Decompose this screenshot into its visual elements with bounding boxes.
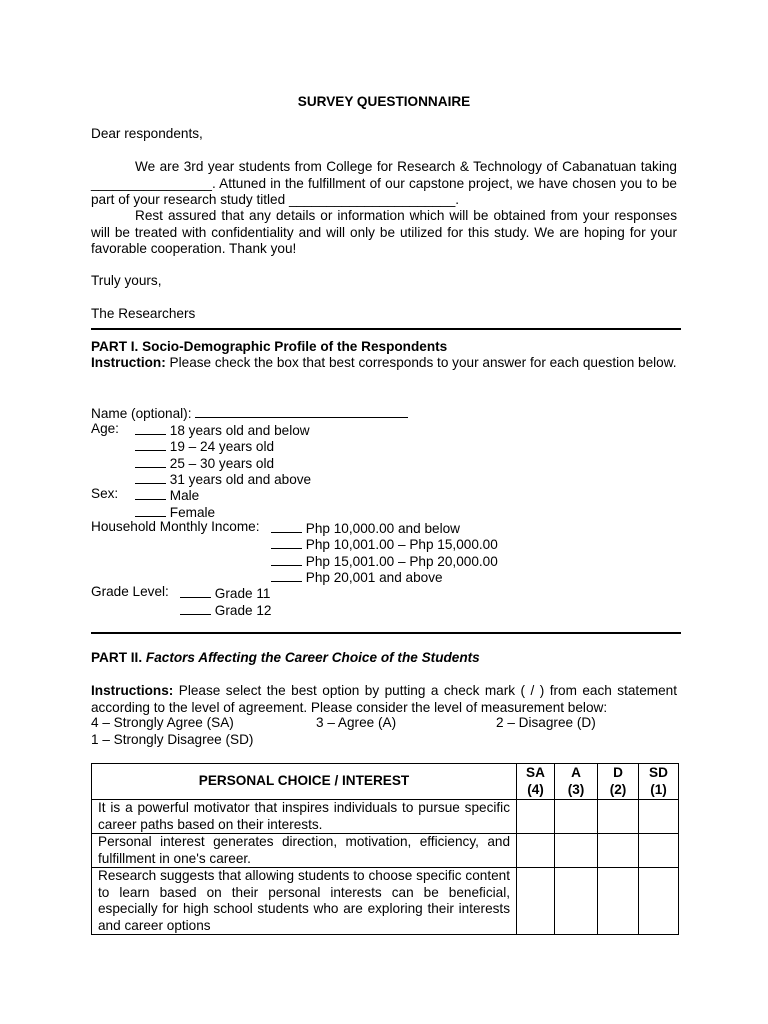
- intro-paragraph: [91, 159, 677, 209]
- part2-instructions-label: Instructions:: [91, 683, 174, 698]
- rating-cell-sa[interactable]: [517, 800, 555, 834]
- grade-option: [180, 584, 270, 603]
- scale-strongly-disagree: 1 – Strongly Disagree (SD): [91, 732, 254, 747]
- income-option: [271, 568, 443, 587]
- statement-cell: Personal interest generates direction, motivation, efficiency, and fulfillment in one's career.: [92, 834, 517, 868]
- column-value: (2): [609, 781, 627, 797]
- income-option-label: Php 10,000.00 and below: [305, 521, 460, 536]
- age-blank[interactable]: [135, 437, 166, 451]
- income-option-label: Php 10,001.00 – Php 15,000.00: [305, 537, 498, 552]
- statement-cell: It is a powerful motivator that inspires individuals to pursue specific career paths based on their interests.: [92, 800, 517, 834]
- column-header-d: [598, 764, 639, 800]
- age-blank[interactable]: [135, 454, 166, 468]
- age-option-label: 19 – 24 years old: [169, 439, 275, 454]
- part1-instruction-label: Instruction:: [91, 355, 166, 370]
- rating-cell-sd[interactable]: [639, 800, 679, 834]
- rating-cell-a[interactable]: [555, 800, 598, 834]
- table-header-title: PERSONAL CHOICE / INTEREST: [92, 764, 517, 800]
- income-option-label: Php 15,001.00 – Php 20,000.00: [305, 554, 498, 569]
- column-header-sa: [517, 764, 555, 800]
- part2-instructions-text: Please select the best option by putting a check mark ( / ) from each statement according to the level of agreement. Please consider the level of measurement below:: [91, 683, 677, 715]
- column-value: (3): [567, 781, 585, 797]
- closing: Truly yours,: [91, 273, 162, 288]
- income-label: Household Monthly Income:: [91, 519, 260, 534]
- part2-heading-title: Factors Affecting the Career Choice of the Students: [145, 650, 480, 665]
- grade-blank[interactable]: [180, 584, 211, 598]
- rating-cell-a[interactable]: [555, 868, 598, 935]
- part1-heading: PART I. Socio-Demographic Profile of the Respondents: [91, 339, 448, 354]
- table-row: [92, 800, 679, 834]
- income-blank[interactable]: [271, 552, 302, 566]
- confidentiality-paragraph-text: Rest assured that any details or information which will be obtained from your responses will be treated with confidentiality and will only be utilized for this study. We are hoping for your favorable cooperation. Thank you!: [91, 208, 677, 256]
- name-blank[interactable]: [195, 404, 408, 418]
- scale-disagree: 2 – Disagree (D): [496, 715, 596, 730]
- rating-cell-a[interactable]: [555, 834, 598, 868]
- column-value: (1): [650, 781, 667, 797]
- table-row: [92, 834, 679, 868]
- part2-instructions: [91, 683, 677, 716]
- age-option: [135, 437, 274, 456]
- confidentiality-paragraph: [91, 208, 677, 258]
- column-abbr: D: [613, 765, 623, 780]
- grade-option-label: Grade 12: [214, 603, 272, 618]
- age-option-label: 18 years old and below: [169, 423, 310, 438]
- part2-heading: [91, 650, 480, 667]
- part2-heading-prefix: PART II.: [91, 650, 146, 665]
- rating-cell-d[interactable]: [598, 834, 639, 868]
- income-blank[interactable]: [271, 535, 302, 549]
- statement-cell: Research suggests that allowing students to choose specific content to learn based on their personal interests can be beneficial, especially for high school students who are exploring their interests and career options: [92, 868, 517, 935]
- survey-table: [91, 763, 679, 935]
- scale-agree: 3 – Agree (A): [316, 715, 397, 730]
- column-value: (4): [527, 781, 544, 797]
- income-option-label: Php 20,001 and above: [305, 570, 443, 585]
- rating-cell-sa[interactable]: [517, 834, 555, 868]
- income-blank[interactable]: [271, 519, 302, 533]
- rating-cell-sd[interactable]: [639, 868, 679, 935]
- greeting: Dear respondents,: [91, 126, 203, 141]
- name-field: [91, 404, 408, 423]
- rating-cell-d[interactable]: [598, 800, 639, 834]
- signature: The Researchers: [91, 306, 196, 321]
- section-divider: [91, 328, 681, 330]
- income-option: [271, 535, 498, 554]
- grade-option-label: Grade 11: [214, 586, 271, 601]
- name-label: Name (optional):: [91, 406, 192, 421]
- rating-cell-sa[interactable]: [517, 868, 555, 935]
- column-abbr: A: [571, 765, 581, 780]
- sex-blank[interactable]: [135, 503, 166, 517]
- age-option-label: 31 years old and above: [169, 472, 312, 487]
- table-header-row: [92, 764, 679, 800]
- sex-label: Sex:: [91, 486, 119, 501]
- age-blank[interactable]: [135, 421, 166, 435]
- page-title: SURVEY QUESTIONNAIRE: [297, 94, 471, 109]
- rating-cell-d[interactable]: [598, 868, 639, 935]
- scale-strongly-agree: 4 – Strongly Agree (SA): [91, 715, 234, 730]
- table-row: [92, 868, 679, 935]
- income-blank[interactable]: [271, 568, 302, 582]
- sex-option-label: Male: [169, 488, 200, 503]
- sex-blank[interactable]: [135, 486, 166, 500]
- grade-label: Grade Level:: [91, 584, 169, 599]
- part1-instruction: [91, 355, 677, 372]
- age-blank[interactable]: [135, 470, 166, 484]
- column-header-sd: [639, 764, 679, 800]
- rating-cell-sd[interactable]: [639, 834, 679, 868]
- column-header-a: [555, 764, 598, 800]
- part1-instruction-text: Please check the box that best corresponds to your answer for each question below.: [165, 355, 677, 370]
- sex-option: [135, 486, 199, 505]
- column-abbr: SA: [526, 765, 545, 780]
- age-label: Age:: [91, 421, 119, 436]
- sex-option-label: Female: [169, 505, 216, 520]
- grade-blank[interactable]: [180, 601, 211, 615]
- age-option-label: 25 – 30 years old: [169, 456, 275, 471]
- intro-paragraph-text: We are 3rd year students from College for Research & Technology of Cabanatuan taking ________________. Attuned in the fulfillment of our capstone project, we have chosen you to be part of your research study titled ______________________.: [91, 159, 677, 207]
- section-divider: [91, 632, 681, 634]
- column-abbr: SD: [649, 765, 668, 780]
- grade-option: [180, 601, 271, 620]
